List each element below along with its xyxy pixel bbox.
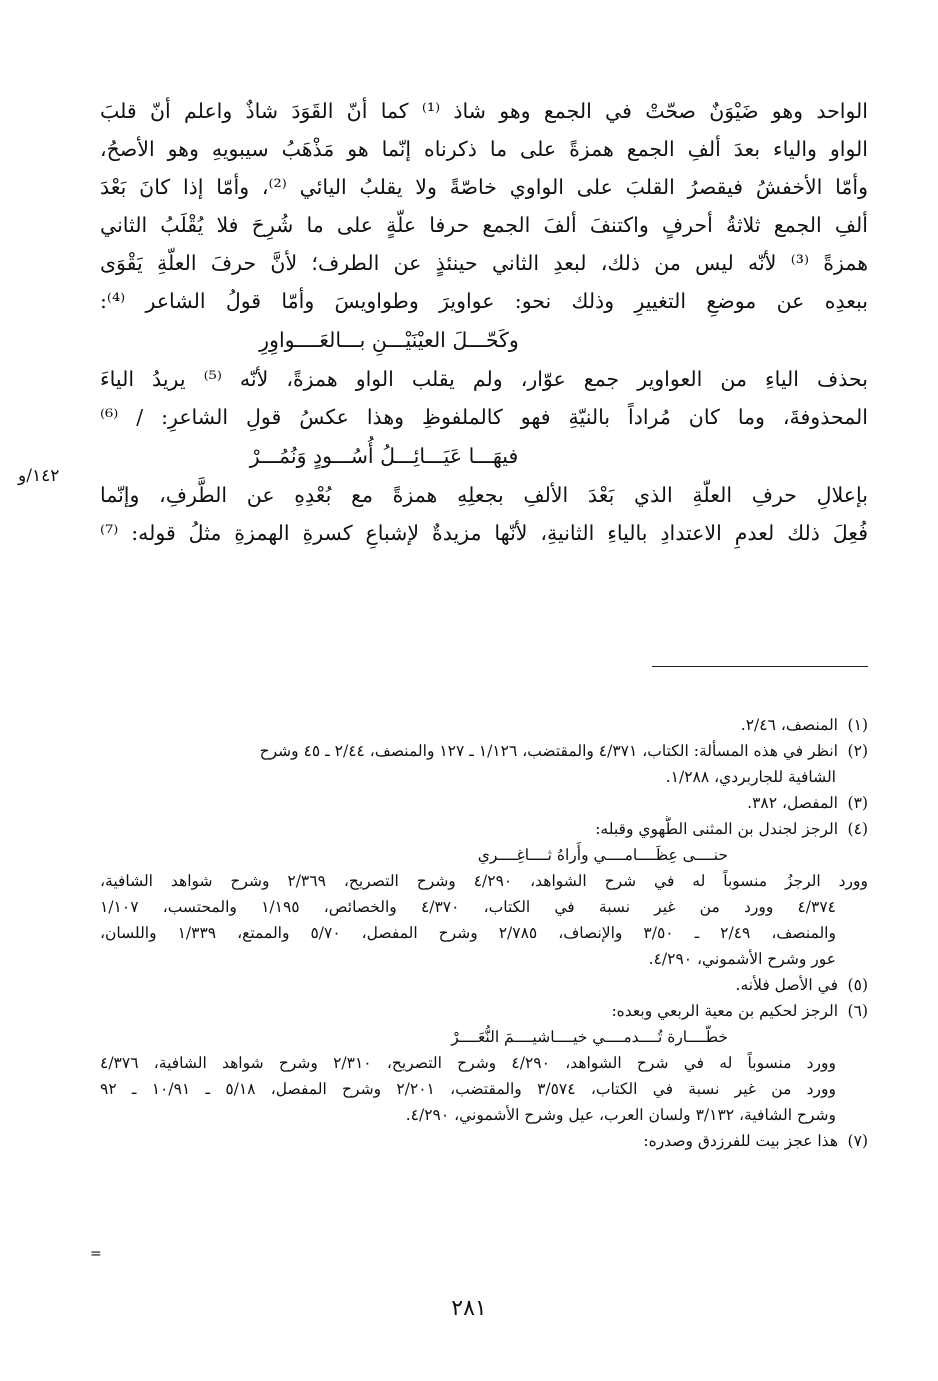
- footnote-number: (٥): [847, 976, 868, 994]
- footnote-line: وشرح الشافية، ٣/١٣٢ ولسان العرب، عيل وشرح الأشموني، ٤/٢٩٠.: [405, 1106, 836, 1124]
- footnote-5: [100, 972, 868, 998]
- footnote-text: في الأصل فلأنه.: [735, 976, 838, 994]
- footnote-number: (٣): [847, 794, 868, 812]
- footnote-text: هذا عجز بيت للفرزدق وصدره:: [643, 1132, 838, 1150]
- footnote-6: [100, 998, 868, 1024]
- footnote-verse: خطّــــارة تُــــدمــــي خيــــاشيــــمَ النُّعَــــرْ: [451, 1028, 728, 1046]
- footnote-1: [100, 712, 868, 738]
- text-line: بحذف الياءِ من العواوير جمع عوّار، ولم يقلب الواو همزةً، لأنّه ⁽⁵⁾ يريدُ الياءَ: [100, 367, 868, 391]
- page-number: ٢٨١: [451, 1296, 487, 1321]
- footnote-line: والمنصف، ٢/٤٩ ـ ٣/٥٠ والإنصاف، ٢/٧٨٥ وشرح المفصل، ٥/٧٠ والممتع، ١/٣٣٩ واللسان،: [100, 924, 836, 942]
- footnote-number: (٢): [847, 742, 868, 760]
- footnotes: [100, 712, 868, 1154]
- main-text: [100, 92, 868, 552]
- footnote-text: المفصل، ٣٨٢.: [747, 794, 838, 812]
- footnote-continuation: الشافية للجاربردي، ١/٢٨٨.: [665, 768, 836, 786]
- manuscript-folio-note: ١٤٢/و: [18, 466, 60, 486]
- footnote-line: عور وشرح الأشموني، ٤/٢٩٠.: [648, 950, 836, 968]
- verse-line: فيهَـــا عَيَـــائِـــلُ أُسُـــودٍ وَنُمُـــرْ: [249, 444, 519, 468]
- verse-line: وكَحّـــلَ العيْنَيْـــنِ بـــالعَــــواوِرِ: [259, 328, 519, 352]
- text-line: فُعِلَ ذلك لعدمِ الاعتدادِ بالياءِ الثانيةِ، لأنّها مزيدةٌ لإشباعِ كسرةِ الهمزةِ مثلُ قوله: ⁽⁷⁾: [100, 521, 868, 545]
- footnote-verse: حنــــى عِظَــــامــــي وأَراهُ ثــــاغِــــري: [477, 846, 728, 864]
- footnote-line: وورد من غير نسبة في الكتاب، ٣/٥٧٤ والمقتضب، ٢/٢٠١ وشرح المفصل، ٥/١٨ ـ ١٠/٩١ ـ ٩٢: [100, 1080, 836, 1098]
- footnote-number: (١): [847, 716, 868, 734]
- text-line: وأمّا الأخفشُ فيقصرُ القلبَ على الواوي خاصّةً ولا يقلبُ اليائي ⁽²⁾، وأمّا إذا كانَ بَعْدَ: [100, 175, 868, 199]
- text-line: بإعلالِ حرفِ العلّةِ الذي بَعْدَ الألفِ بجعلِهِ همزةً مع بُعْدِهِ عن الطَّرفِ، وإنّما: [100, 483, 868, 507]
- footnote-number: (٦): [847, 1002, 868, 1020]
- footnote-7: [100, 1128, 868, 1154]
- text-line: الواحد وهو ضَيْوَنٌ صحّتْ في الجمع وهو شاذ ⁽¹⁾ كما أنّ القَوَدَ شاذٌ واعلم أنّ قلبَ: [100, 99, 868, 123]
- footnote-text: الرجز لحكيم بن معية الربعي وبعده:: [611, 1002, 838, 1020]
- footnote-3: [100, 790, 868, 816]
- footnote-text: المنصف، ٢/٤٦.: [740, 716, 838, 734]
- footnote-text: الرجز لجندل بن المثنى الطُّهوي وقبله:: [595, 820, 838, 838]
- footnote-separator: [652, 666, 868, 667]
- footnote-number: (٧): [847, 1132, 868, 1150]
- footnote-number: (٤): [847, 820, 868, 838]
- footnote-line: وورد الرجزُ منسوباً له في شرح الشواهد، ٤/٢٩٠ وشرح التصريح، ٢/٣٦٩ وشرح شواهد الشافية،: [100, 872, 868, 890]
- text-line: همزةً ⁽³⁾ لأنّه ليس من ذلك، لبعدِ الثاني حينئذٍ عن الطرف؛ لأنَّ حرفَ العلّةِ يَقْوَى: [100, 251, 868, 275]
- footnote-text: انظر في هذه المسألة: الكتاب، ٤/٣٧١ والمقتضب، ١/١٢٦ ـ ١٢٧ والمنصف، ٢/٤٤ ـ ٤٥ وشرح: [259, 742, 838, 760]
- text-line: ألفِ الجمع ثلاثةُ أحرفٍ واكتنفَ ألفَ الجمع حرفا علّةٍ على ما شُرِحَ فلا يُقْلَبُ الثاني: [100, 213, 868, 237]
- stray-mark: =: [90, 1246, 102, 1262]
- footnote-4: [100, 816, 868, 842]
- text-line: ببعدِه عن موضعِ التغييرِ وذلك نحو: عواويرَ وطواويسَ وأمّا قولُ الشاعر ⁽⁴⁾:: [100, 289, 868, 313]
- footnote-line: وورد منسوباً له في شرح الشواهد، ٤/٢٩٠ وشرح التصريح، ٢/٣١٠ وشرح شواهد الشافية، ٤/٣٧٦: [100, 1054, 836, 1072]
- footnote-line: ٤/٣٧٤ وورد من غير نسبة في الكتاب، ٤/٣٧٠ والخصائص، ١/١٩٥ والمحتسب، ١/١٠٧: [100, 898, 837, 916]
- text-line: الواو والياء بعدَ ألفِ الجمع همزةً على ما ذكرناه إنّما هو مَذْهَبُ سيبويهِ وهو الأصحُ،: [100, 137, 868, 161]
- footnote-2: [100, 738, 868, 764]
- text-line: المحذوفةَ، وما كان مُراداً بالنيّةِ فهو كالملفوظِ وهذا عكسُ قولِ الشاعرِ: / ⁽⁶⁾: [100, 405, 868, 429]
